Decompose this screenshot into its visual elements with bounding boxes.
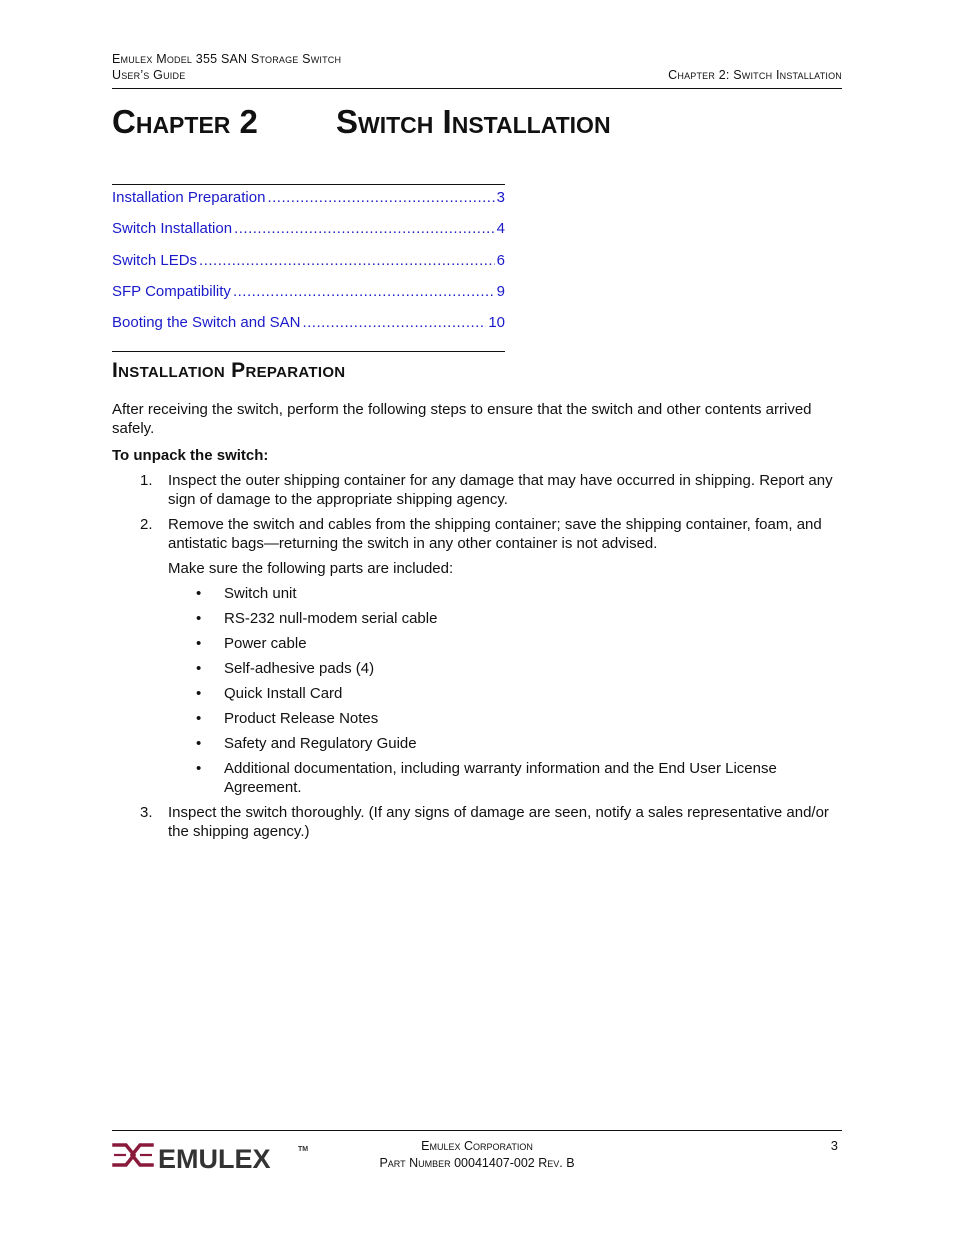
- list-item: [168, 609, 842, 628]
- running-header: [112, 52, 842, 89]
- chapter-number: Chapter 2: [112, 103, 258, 140]
- list-item: [168, 584, 842, 603]
- footer-center: [112, 1138, 842, 1172]
- procedure-label: To unpack the switch:: [112, 447, 269, 464]
- page-footer: [112, 1130, 842, 1181]
- intro-paragraph: After receiving the switch, perform the following steps to ensure that the switch and other contents arrived safely.: [112, 401, 812, 437]
- bullet-icon: •: [196, 685, 202, 702]
- procedure-step: [112, 515, 842, 797]
- toc-entry[interactable]: [112, 314, 505, 345]
- toc-entry-page[interactable]: 10: [488, 314, 505, 332]
- toc-leader-dots: [234, 220, 495, 238]
- part-text: Switch unit: [224, 585, 297, 602]
- procedure-step: [112, 471, 842, 509]
- chapter-title: [112, 103, 611, 141]
- list-item: [168, 734, 842, 753]
- list-item: [168, 634, 842, 653]
- toc-entry[interactable]: [112, 189, 505, 220]
- header-guide-title: User’s Guide: [112, 68, 186, 82]
- toc-entry-title[interactable]: Installation Preparation: [112, 189, 266, 206]
- bullet-icon: •: [196, 610, 202, 627]
- toc-entry-page[interactable]: 6: [496, 251, 505, 269]
- list-item: [168, 684, 842, 703]
- footer-part-number: Part Number 00041407-002 Rev. B: [379, 1156, 575, 1170]
- toc-entry-page[interactable]: 4: [496, 220, 505, 238]
- chapter-toc: [112, 184, 505, 352]
- step-number: 3.: [140, 804, 153, 821]
- step-number: 2.: [140, 516, 153, 533]
- parts-list: [168, 584, 842, 797]
- part-text: Quick Install Card: [224, 685, 343, 702]
- toc-entry-page[interactable]: 9: [496, 282, 505, 300]
- toc-leader-dots: [233, 283, 495, 301]
- bullet-icon: •: [196, 710, 202, 727]
- footer-company: Emulex Corporation: [421, 1139, 533, 1153]
- chapter-name: Switch Installation: [336, 103, 611, 140]
- toc-entry[interactable]: [112, 220, 505, 251]
- part-text: Product Release Notes: [224, 710, 379, 727]
- bullet-icon: •: [196, 760, 202, 777]
- procedure-step: [112, 803, 842, 841]
- step-text: Remove the switch and cables from the shipping container; save the shipping container, foam, and antistatic bags—returning the switch in any other container is not advised.: [168, 516, 822, 552]
- step-number: 1.: [140, 472, 153, 489]
- list-item: [168, 709, 842, 728]
- logo-wordmark: EMULEX: [158, 1144, 271, 1173]
- toc-entry-title[interactable]: Switch Installation: [112, 220, 233, 238]
- toc-entry-page[interactable]: 3: [496, 189, 505, 206]
- procedure-steps: [112, 471, 842, 847]
- header-chapter-title: Chapter 2: Switch Installation: [668, 68, 842, 82]
- toc-entry-title[interactable]: SFP Compatibility: [112, 282, 231, 300]
- part-text: RS-232 null-modem serial cable: [224, 610, 438, 627]
- bullet-icon: •: [196, 585, 202, 602]
- page-number: 3: [830, 1138, 838, 1153]
- toc-leader-dots: [302, 314, 486, 332]
- bullet-icon: •: [196, 735, 202, 752]
- list-item: [168, 659, 842, 678]
- step-text: Inspect the switch thoroughly. (If any signs of damage are seen, notify a sales representative and/or the shipping agency.): [168, 804, 829, 840]
- step-text: Inspect the outer shipping container for any damage that may have occurred in shipping. Report any sign of damage to the appropriate shipping agency.: [168, 472, 833, 508]
- toc-entry[interactable]: [112, 252, 505, 283]
- toc-entry-title[interactable]: Booting the Switch and SAN: [112, 314, 301, 332]
- part-text: Additional documentation, including warranty information and the End User License Agreement.: [224, 760, 777, 796]
- toc-entry-title[interactable]: Switch LEDs: [112, 251, 198, 269]
- part-text: Power cable: [224, 635, 307, 652]
- section-heading: Installation Preparation: [112, 359, 346, 382]
- logo-trademark: TM: [298, 1146, 309, 1153]
- toc-entry[interactable]: [112, 283, 505, 314]
- toc-leader-dots: [199, 252, 495, 270]
- part-text: Safety and Regulatory Guide: [224, 735, 417, 752]
- bullet-icon: •: [196, 635, 202, 652]
- toc-leader-dots: [267, 189, 494, 207]
- step-subtext: Make sure the following parts are included:: [168, 560, 454, 577]
- header-product-title: Emulex Model 355 SAN Storage Switch: [112, 52, 342, 66]
- part-text: Self-adhesive pads (4): [224, 660, 375, 677]
- list-item: [168, 759, 842, 797]
- bullet-icon: •: [196, 660, 202, 677]
